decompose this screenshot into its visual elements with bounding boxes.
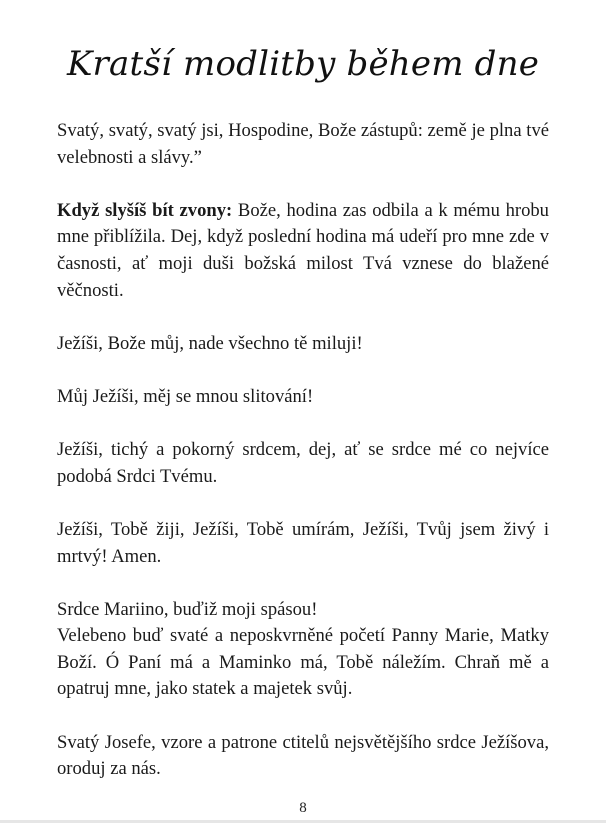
- paragraph-text: Ježíši, Tobě žiji, Ježíši, Tobě umírám, Ježíši, Tvůj jsem živý i mrtvý! Amen.: [57, 518, 549, 567]
- prayer-paragraph: [57, 437, 549, 490]
- paragraph-text: Ježíši, Bože můj, nade všechno tě miluji!: [57, 332, 363, 354]
- paragraph-text: Svatý, svatý, svatý jsi, Hospodine, Bože zástupů: země je plna tvé velebnosti a slávy.”: [57, 120, 549, 168]
- prayer-paragraph: [57, 118, 549, 171]
- paragraph-text: Velebeno buď svaté a neposkvrněné početí Panny Marie, Matky Boží. Ó Paní má a Maminko má, Tobě náležím. Chraň mě a opatruj mne, jako statek a majetek svůj.: [57, 625, 549, 700]
- prayer-paragraph: [57, 730, 549, 783]
- paragraph-text: Bože, hodina zas odbila a k mému hrobu mne přiblížila. Dej, když poslední hodina má udeří pro mne zde v časnosti, ať moji duši božská milost Tvá vznese do blažené věčnosti.: [57, 199, 549, 301]
- prayer-paragraph: [57, 597, 549, 624]
- paragraph-lead: Když slyšíš bít zvony:: [57, 199, 233, 221]
- prayer-paragraph: [57, 331, 549, 358]
- prayer-paragraph: [57, 517, 549, 570]
- prayer-paragraph: [57, 623, 549, 703]
- paragraph-text: Srdce Mariino, buďiž moji spásou!: [57, 598, 318, 620]
- paragraph-text: Můj Ježíši, měj se mnou slitování!: [57, 385, 314, 407]
- page-title: Kratší modlitby během dne: [66, 44, 540, 84]
- paragraph-text: Ježíši, tichý a pokorný srdcem, dej, ať se srdce mé co nejvíce podobá Srdci Tvému.: [57, 439, 549, 487]
- prayer-text-body: [57, 118, 549, 809]
- prayer-paragraph: [57, 198, 549, 304]
- page-number: 8: [299, 800, 307, 816]
- paragraph-text: Svatý Josefe, vzore a patrone ctitelů nejsvětějšího srdce Ježíšova, oroduj za nás.: [57, 731, 549, 780]
- prayer-paragraph: [57, 384, 549, 411]
